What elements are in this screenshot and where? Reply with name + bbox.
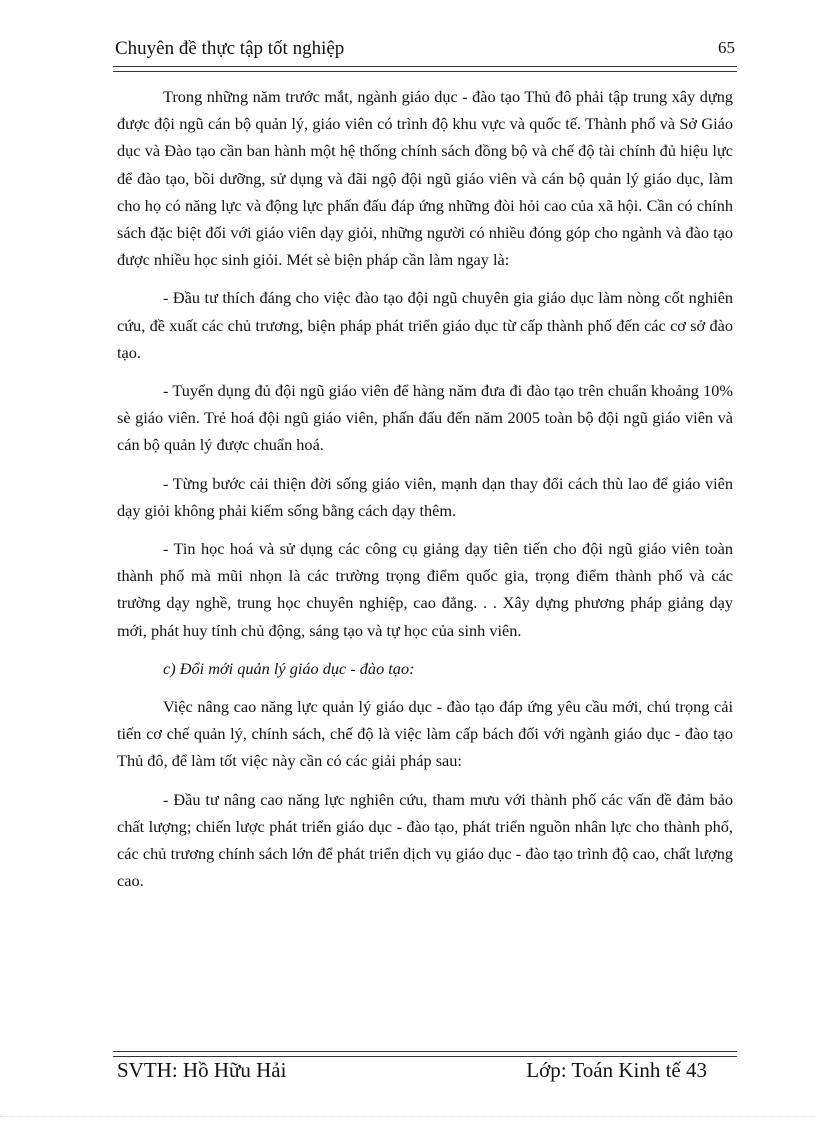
body-paragraph: - Từng bước cải thiện đời sống giáo viên, mạnh dạn thay đổi cách thù lao để giáo viên dạy giỏi không phải kiếm sống bằng cách dạy thêm. <box>117 473 733 520</box>
body-paragraph: - Đầu tư thích đáng cho việc đào tạo đội ngũ chuyên gia giáo dục làm nòng cốt nghiên cứu, đề xuất các chủ trương, biện pháp phát triển giáo dục từ cấp thành phố đến các cơ sở đào tạo. <box>117 288 733 362</box>
header-divider <box>113 66 737 72</box>
page-header <box>115 36 735 66</box>
body-paragraph: - Đầu tư nâng cao năng lực nghiên cứu, tham mưu với thành phố các vấn đề đảm bảo chất lượng; chiến lược phát triển giáo dục - đào tạo, phát triển nguồn nhân lực cho thành phố, các chủ trương chính sách lớn để phát triển dịch vụ giáo dục - đào tạo trình độ cao, chất lượng cao. <box>117 789 733 891</box>
body-paragraph: Trong những năm trước mắt, ngành giáo dục - đào tạo Thủ đô phải tập trung xây dựng được đội ngũ cán bộ quản lý, giáo viên có trình độ khu vực và quốc tế. Thành phố và Sở Giáo dục và Đào tạo cần ban hành một hệ thống chính sách đồng bộ và chế độ tài chính đủ hiệu lực để đào tạo, bồi dưỡng, sử dụng và đãi ngộ đội ngũ giáo viên và cán bộ quản lý giáo dục, làm cho họ có năng lực và động lực phấn đấu đáp ứng những đòi hỏi cao của xã hội. Cần có chính sách đặc biệt đối với giáo viên dạy giỏi, những người có nhiều đóng góp cho ngành và đào tạo được nhiều học sinh giỏi. Mét sè biện pháp cần làm ngay là: <box>117 87 733 270</box>
footer-divider <box>113 1051 737 1057</box>
section-heading: c) Đổi mới quản lý giáo dục - đào tạo: <box>163 658 415 678</box>
body-paragraph: Việc nâng cao năng lực quản lý giáo dục - đào tạo đáp ứng yêu cầu mới, chú trọng cải tiến cơ chế quản lý, chính sách, chế độ là việc làm cấp bách đối với ngành giáo dục - đào tạo Thủ đô, để làm tốt việc này cần có các giải pháp sau: <box>117 697 733 771</box>
page-footer <box>117 1058 707 1088</box>
class-name: Lớp: Toán Kinh tế 43 <box>526 1058 707 1082</box>
page-edge-dots <box>0 1116 816 1117</box>
page-number: 65 <box>718 38 735 57</box>
student-name: SVTH: Hồ Hữu Hải <box>117 1058 287 1082</box>
page-body <box>117 83 733 905</box>
document-title: Chuyên đề thực tập tốt nghiệp <box>115 38 345 59</box>
body-paragraph: - Tuyển dụng đủ đội ngũ giáo viên để hàng năm đưa đi đào tạo trên chuẩn khoảng 10% sè giáo viên. Trẻ hoá đội ngũ giáo viên, phấn đấu đến năm 2005 toàn bộ đội ngũ giáo viên và cán bộ quản lý được chuẩn hoá. <box>117 381 733 455</box>
body-paragraph: - Tin học hoá và sử dụng các công cụ giảng dạy tiên tiến cho đội ngũ giáo viên toàn thành phố mà mũi nhọn là các trường trọng điểm quốc gia, trọng điểm thành phố và các trường dạy nghề, trung học chuyên nghiệp, cao đẳng. . . Xây dựng phương pháp giảng dạy mới, phát huy tính chủ động, sáng tạo và tự học của sinh viên. <box>117 539 733 640</box>
